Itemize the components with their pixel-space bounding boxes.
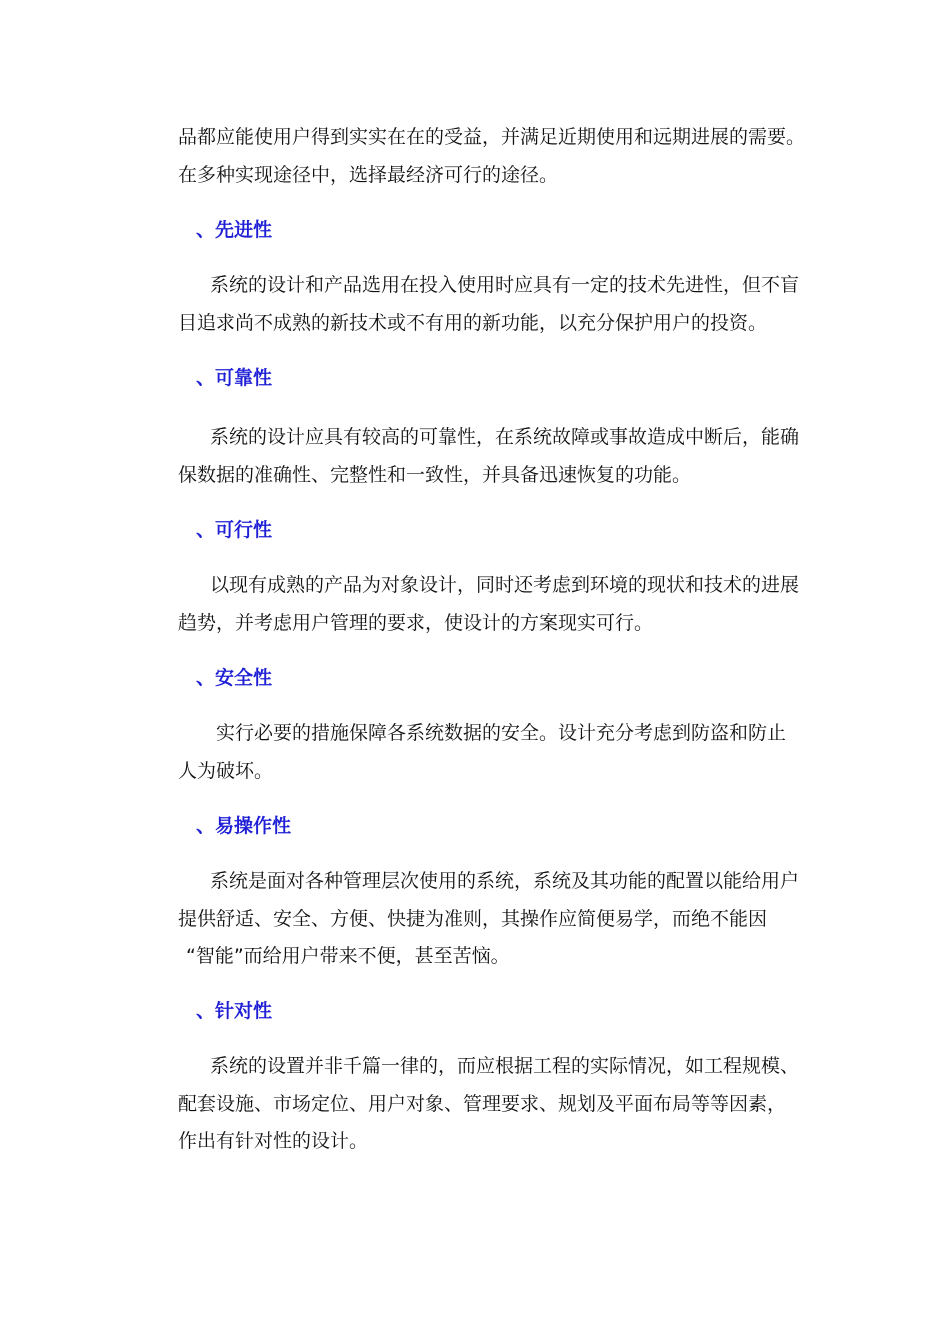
section-heading-advanced: 、先进性 bbox=[196, 219, 273, 241]
intro-line-1: 品都应能使用户得到实实在在的受益，并满足近期使用和远期进展的需要。 bbox=[178, 126, 806, 148]
section-usability-line-3: “智能”而给用户带来不便，甚至苦恼。 bbox=[186, 945, 510, 967]
section-usability-line-1: 系统是面对各种管理层次使用的系统，系统及其功能的配置以能给用户 bbox=[210, 870, 800, 892]
section-reliability-line-2: 保数据的准确性、完整性和一致性，并具备迅速恢复的功能。 bbox=[178, 464, 692, 486]
section-pertinence-line-1: 系统的设置并非千篇一律的，而应根据工程的实际情况，如工程规模、 bbox=[210, 1055, 800, 1077]
section-pertinence-line-3: 作出有针对性的设计。 bbox=[178, 1130, 369, 1152]
section-heading-feasibility: 、可行性 bbox=[196, 519, 273, 541]
intro-line-2: 在多种实现途径中，选择最经济可行的途径。 bbox=[178, 164, 559, 186]
section-usability-line-2: 提供舒适、安全、方便、快捷为准则，其操作应简便易学，而绝不能因 bbox=[178, 908, 768, 930]
section-advanced-line-2: 目追求尚不成熟的新技术或不有用的新功能，以充分保护用户的投资。 bbox=[178, 312, 768, 334]
section-heading-security: 、安全性 bbox=[196, 667, 273, 689]
section-heading-pertinence: 、针对性 bbox=[196, 1000, 273, 1022]
section-security-line-2: 人为破坏。 bbox=[178, 760, 274, 782]
section-pertinence-line-2: 配套设施、市场定位、用户对象、管理要求、规划及平面布局等等因素， bbox=[178, 1093, 787, 1115]
section-advanced-line-1: 系统的设计和产品选用在投入使用时应具有一定的技术先进性，但不盲 bbox=[210, 274, 800, 296]
section-feasibility-line-2: 趋势，并考虑用户管理的要求，使设计的方案现实可行。 bbox=[178, 612, 654, 634]
section-heading-reliability: 、可靠性 bbox=[196, 367, 273, 389]
section-feasibility-line-1: 以现有成熟的产品为对象设计，同时还考虑到环境的现状和技术的进展 bbox=[210, 574, 800, 596]
section-reliability-line-1: 系统的设计应具有较高的可靠性，在系统故障或事故造成中断后，能确 bbox=[210, 426, 800, 448]
section-heading-usability: 、易操作性 bbox=[196, 815, 292, 837]
section-security-line-1: 实行必要的措施保障各系统数据的安全。设计充分考虑到防盗和防止 bbox=[216, 722, 787, 744]
